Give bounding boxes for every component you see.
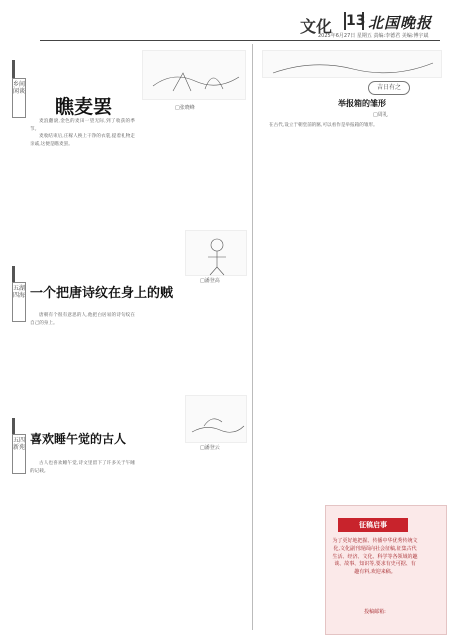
notice-body: 为了更好地把握、传播中华优秀传统文化,文化副刊现面向社会征稿,征集古代生活、经济、文化、科学等各领域的趣谈、故事、知识等,要求有史可据、有趣有料,欢迎来稿。 xyxy=(332,538,418,576)
illustration xyxy=(142,50,246,100)
image-caption: □潘登云 xyxy=(200,445,220,451)
article-title: 举报箱的雏形 xyxy=(338,99,386,108)
paper-name: 北国晚报 xyxy=(368,14,433,32)
column-label: 乡间闲谈 xyxy=(12,78,26,118)
ink-sketch xyxy=(186,231,248,277)
ink-sketch xyxy=(186,396,248,444)
paragraph: 在古代,设立于朝堂前的匦,可以看作是举报箱的雏形。 xyxy=(269,123,378,128)
section-name: 文化 xyxy=(300,17,333,36)
article-body xyxy=(30,312,135,327)
article-body xyxy=(30,460,135,475)
column-label: 五四新苑 xyxy=(12,434,26,474)
article-title: 瞧麦罢 xyxy=(55,96,113,118)
paragraph: 古人也喜欢睡午觉,诗文里留下了许多关于午睡的记载。 xyxy=(30,461,135,474)
header-rule xyxy=(40,40,440,41)
image-caption: □潘登高 xyxy=(200,278,220,284)
illustration xyxy=(185,230,247,276)
page-number: 13 xyxy=(346,13,366,29)
notice-email-label: 投稿邮箱: xyxy=(364,609,386,615)
article-title: 一个把唐诗纹在身上的贼 xyxy=(30,286,174,301)
paragraph: 麦浪翻滚,金色的麦田一望无际,到了收获的季节。 xyxy=(30,119,135,132)
article-body xyxy=(30,118,135,148)
ink-sketch xyxy=(143,51,247,101)
header-illustration xyxy=(262,50,442,78)
paragraph: 唐朝有个很有意思的人,他把白居易的诗句纹在自己的身上。 xyxy=(30,313,135,326)
notice-title: 征稿启事 xyxy=(338,518,408,532)
ink-sketch xyxy=(263,51,443,79)
article-title: 喜欢睡午觉的古人 xyxy=(30,432,127,446)
column-label: 五湖四海 xyxy=(12,282,26,322)
article-author: □周礼 xyxy=(373,112,388,118)
issue-meta: 2025年6月27日 星期五 责编:李德君 美编:傅宇斌 xyxy=(318,33,429,39)
column-label: 吉日有之 xyxy=(368,81,410,95)
paragraph: 麦收结束后,庄稼人换上干净的衣裳,提着礼物走亲戚,这便是瞧麦罢。 xyxy=(30,134,135,147)
article-body xyxy=(260,122,444,130)
illustration xyxy=(185,395,247,443)
column-divider xyxy=(252,44,253,630)
image-caption: □张晓峰 xyxy=(175,105,195,111)
